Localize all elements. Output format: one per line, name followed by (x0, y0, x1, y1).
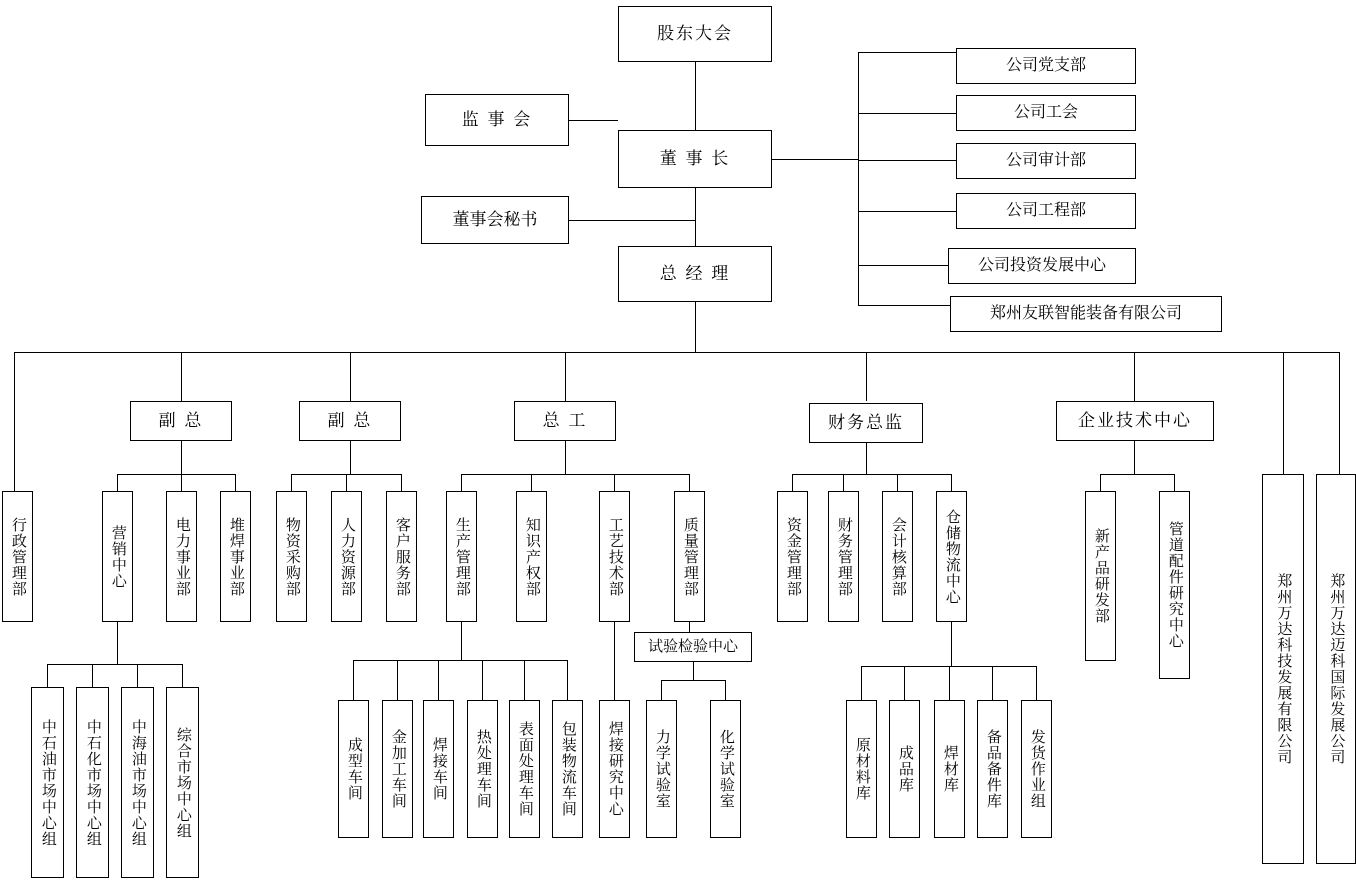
node-sinopec-market-group: 中石化市场中心组 (76, 687, 109, 878)
node-party-branch: 公司党支部 (956, 48, 1136, 84)
line-mg-d3 (137, 664, 138, 687)
line-ws-d6 (567, 660, 568, 700)
line-ws-d5 (524, 660, 525, 700)
line-vp2-d1 (291, 474, 292, 491)
line-mg-d1 (47, 664, 48, 687)
node-forming-workshop: 成型车间 (338, 700, 369, 838)
line-bus-drop-admin (14, 352, 15, 491)
line-marketing-down (117, 622, 118, 664)
line-wh-d5 (1036, 666, 1037, 700)
node-ip-dept: 知识产权部 (516, 491, 547, 622)
node-vice-president-2: 副 总 (299, 401, 401, 441)
line-chairman-to-gm (695, 188, 696, 246)
line-production-down (461, 622, 462, 660)
line-ws-d4 (482, 660, 483, 700)
line-ws-d1 (353, 660, 354, 700)
line-wh-d2 (904, 666, 905, 700)
line-vp1-d1 (117, 474, 118, 491)
line-right-branch-4 (858, 211, 956, 212)
line-right-branch-6 (858, 305, 950, 306)
line-wh-d1 (861, 666, 862, 700)
line-bus-drop-chief-eng (565, 352, 566, 401)
node-accounting-dept: 会计核算部 (882, 491, 913, 622)
line-right-branch-5 (858, 265, 956, 266)
line-right-branch-1 (858, 52, 956, 53)
node-surface-treatment-workshop: 表面处理车间 (509, 700, 540, 838)
line-lab-d2 (725, 680, 726, 700)
node-shipping-group: 发货作业组 (1021, 700, 1052, 838)
line-vp1-down (181, 441, 182, 474)
line-chiefeng-bus (461, 474, 689, 475)
node-process-tech-dept: 工艺技术部 (599, 491, 630, 622)
node-overlay-welding-division: 堆焊事业部 (220, 491, 251, 622)
line-vp1-bus (117, 474, 235, 475)
line-workshops-bus (353, 660, 567, 661)
line-right-branch-3 (858, 160, 956, 161)
node-power-division: 电力事业部 (166, 491, 197, 622)
node-chairman: 董 事 长 (618, 130, 772, 188)
node-finished-goods-warehouse: 成品库 (889, 700, 920, 838)
line-tc-d2 (1174, 474, 1175, 491)
node-enterprise-tech-center: 企业技术中心 (1056, 401, 1214, 441)
node-customer-service-dept: 客户服务部 (386, 491, 417, 622)
node-wanda-tech-subsidiary: 郑州万达科技发展有限公司 (1262, 474, 1304, 864)
node-procurement-dept: 物资采购部 (276, 491, 307, 622)
line-test-labs-bus (661, 680, 725, 681)
line-vp1-d3 (235, 474, 236, 491)
node-admin-dept: 行政管理部 (2, 491, 33, 622)
node-pipe-fittings-research-center: 管道配件研究中心 (1159, 491, 1190, 679)
line-ws-d2 (397, 660, 398, 700)
line-chairman-to-right-bus (772, 159, 858, 160)
node-marketing-center: 营销中心 (102, 491, 133, 622)
node-investment-center: 公司投资发展中心 (948, 248, 1136, 284)
line-wh-d3 (949, 666, 950, 700)
line-right-bus-vertical (858, 52, 859, 305)
line-vp2-d3 (401, 474, 402, 491)
line-shareholders-to-chairman (695, 62, 696, 130)
line-secretary-to-gm (569, 220, 695, 221)
node-test-inspection-center: 试验检验中心 (634, 632, 752, 662)
node-machining-workshop: 金加工车间 (382, 700, 413, 838)
node-quality-mgmt-dept: 质量管理部 (674, 491, 705, 622)
line-bus-drop-tech-center (1134, 352, 1135, 401)
line-ce-d4 (689, 474, 690, 491)
node-hr-dept: 人力资源部 (331, 491, 362, 622)
line-bus-drop-sub2 (1339, 352, 1340, 474)
line-process-to-welding-center (614, 622, 615, 700)
line-bus-drop-vp1 (181, 352, 182, 401)
line-cfo-d4 (951, 474, 952, 491)
line-right-branch-2 (858, 113, 956, 114)
line-chiefeng-down (565, 441, 566, 474)
line-vp2-down (350, 441, 351, 474)
line-supervisory-to-chairman (569, 120, 618, 121)
line-market-groups-bus (47, 664, 182, 665)
line-main-bus (14, 352, 1340, 353)
node-engineering-dept: 公司工程部 (956, 193, 1136, 229)
line-ce-d3 (614, 474, 615, 491)
node-general-market-group: 综合市场中心组 (166, 687, 199, 878)
node-new-product-rd-dept: 新产品研发部 (1085, 491, 1116, 661)
node-supervisory-board: 监 事 会 (425, 94, 569, 146)
node-finance-mgmt-dept: 财务管理部 (828, 491, 859, 622)
node-fund-mgmt-dept: 资金管理部 (777, 491, 808, 622)
node-welding-workshop: 焊接车间 (423, 700, 454, 838)
node-audit-dept: 公司审计部 (956, 143, 1136, 179)
line-cfo-d3 (897, 474, 898, 491)
line-techcenter-bus (1100, 474, 1174, 475)
node-welding-material-warehouse: 焊材库 (934, 700, 965, 838)
node-board-secretary: 董事会秘书 (421, 196, 569, 244)
line-mg-d2 (92, 664, 93, 687)
node-welding-research-center: 焊接研究中心 (599, 700, 630, 838)
node-petrochina-market-group: 中石油市场中心组 (31, 687, 64, 878)
node-vice-president-1: 副 总 (130, 401, 232, 441)
line-ce-d2 (531, 474, 532, 491)
line-wh-d4 (992, 666, 993, 700)
line-cfo-d1 (792, 474, 793, 491)
line-techcenter-down (1134, 441, 1135, 474)
line-vp2-d2 (346, 474, 347, 491)
line-bus-drop-vp2 (350, 352, 351, 401)
line-cfo-d2 (843, 474, 844, 491)
line-vp1-d2 (181, 474, 182, 491)
node-shareholders-meeting: 股东大会 (618, 6, 772, 62)
line-cfo-bus (792, 474, 951, 475)
node-raw-material-warehouse: 原材料库 (846, 700, 877, 838)
line-quality-to-test-center (689, 622, 690, 632)
node-cfo: 财务总监 (809, 403, 923, 443)
line-lab-d1 (661, 680, 662, 700)
line-ws-d3 (438, 660, 439, 700)
node-wanda-maike-subsidiary: 郑州万达迈科国际发展公司 (1316, 474, 1356, 864)
node-cnooc-market-group: 中海油市场中心组 (121, 687, 154, 878)
line-ce-d1 (461, 474, 462, 491)
node-packaging-logistics-workshop: 包装物流车间 (552, 700, 583, 838)
node-warehouse-logistics-center: 仓储物流中心 (936, 491, 967, 622)
line-bus-drop-cfo (866, 352, 867, 401)
line-cfo-down (866, 443, 867, 474)
node-chief-engineer: 总 工 (514, 401, 616, 441)
node-heat-treatment-workshop: 热处理车间 (467, 700, 498, 838)
line-test-center-down (693, 662, 694, 680)
node-youlian-subsidiary: 郑州友联智能装备有限公司 (950, 296, 1222, 332)
node-general-manager: 总 经 理 (618, 246, 772, 302)
line-warehouse-down (951, 622, 952, 666)
line-mg-d4 (182, 664, 183, 687)
node-mechanics-lab: 力学试验室 (646, 700, 677, 838)
line-bus-drop-sub1 (1283, 352, 1284, 474)
node-labor-union: 公司工会 (956, 95, 1136, 131)
line-gm-to-main-bus (695, 302, 696, 352)
node-spare-parts-warehouse: 备品备件库 (977, 700, 1008, 838)
node-production-mgmt-dept: 生产管理部 (446, 491, 477, 622)
node-chemistry-lab: 化学试验室 (710, 700, 741, 838)
line-tc-d1 (1100, 474, 1101, 491)
